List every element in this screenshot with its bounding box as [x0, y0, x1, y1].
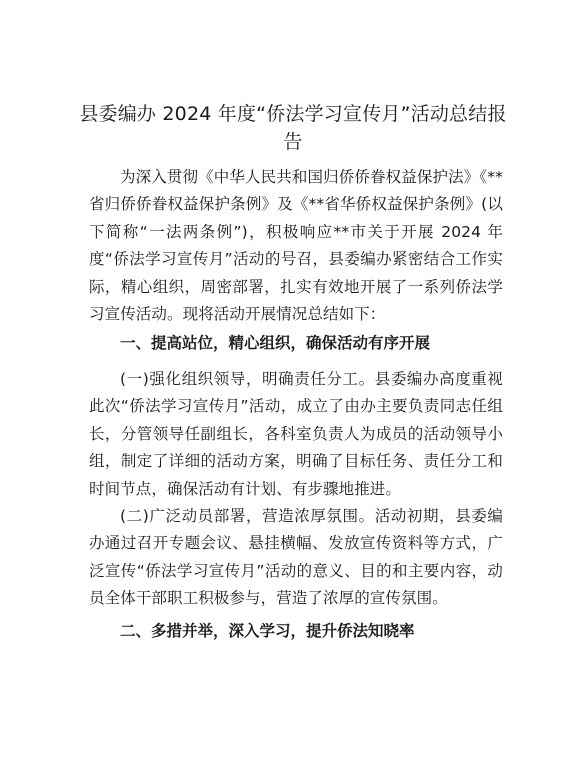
section-heading-2: 二、多措并举，深入学习，提升侨法知晓率 [120, 622, 415, 640]
section1-paragraph-2: (二)广泛动员部署，营造浓厚氛围。活动初期，县委编办通过召开专题会议、悬挂横幅、发放宣传资料等方式，广泛宣传“侨法学习宣传月”活动的意义、目的和主要内容，动员全体干部职工积极参与，营造了浓厚的宣传氛围。 [89, 507, 503, 608]
section1-paragraph-1: (一)强化组织领导，明确责任分工。县委编办高度重视此次“侨法学习宣传月”活动，成立了由办主要负责同志任组长，分管领导任副组长，各科室负责人为成员的活动领导小组，制定了详细的活动方案，明确了目标任务、责任分工和时间节点，确保活动有计划、有步骤地推进。 [89, 370, 503, 498]
section-heading-1: 一、提高站位，精心组织，确保活动有序开展 [120, 334, 431, 352]
document-title: 县委编办 2024 年度“侨法学习宣传月”活动总结报告 [79, 103, 507, 153]
intro-paragraph: 为深入贯彻《中华人民共和国归侨侨眷权益保护法》《**省归侨侨眷权益保护条例》及《**省华侨权益保护条例》(以下简称“一法两条例”)，积极响应**市关于开展 2024 年度“侨法学习宣传月”活动的号召，县委编办紧密结合工作实际，精心组织，周密部署，扎实有效地开展了一系列侨法学习宣传活动。现将活动开展情况总结如下： [89, 168, 503, 324]
